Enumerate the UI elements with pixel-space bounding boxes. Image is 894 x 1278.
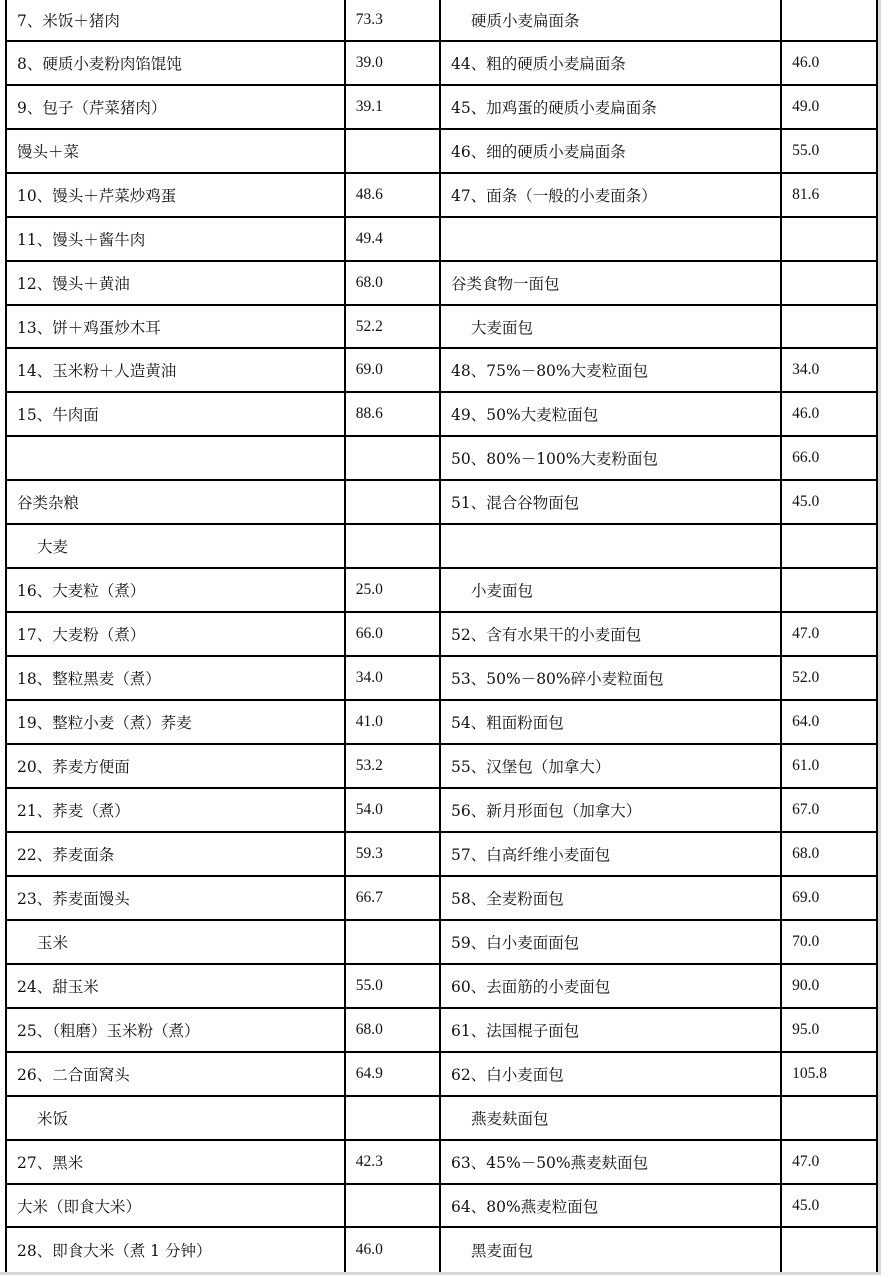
food-name-cell: 15、牛肉面	[6, 392, 345, 436]
gi-value-cell	[345, 436, 440, 480]
gi-value-cell: 90.0	[781, 964, 877, 1008]
gi-value-cell: 88.6	[345, 392, 440, 436]
gi-value-cell: 64.0	[781, 700, 877, 744]
table-row	[6, 436, 877, 480]
gi-value-cell: 66.0	[781, 436, 877, 480]
food-name-cell: 52、含有水果干的小麦面包	[440, 612, 781, 656]
gi-value-cell: 25.0	[345, 568, 440, 612]
gi-value-cell: 45.0	[781, 1184, 877, 1227]
gi-value-cell: 45.0	[781, 480, 877, 524]
food-name-cell: 12、馒头＋黄油	[6, 261, 345, 305]
gi-value-cell: 46.0	[781, 392, 877, 436]
gi-value-cell: 67.0	[781, 788, 877, 832]
food-name-cell: 26、二合面窝头	[6, 1052, 345, 1096]
gi-value-cell: 95.0	[781, 1008, 877, 1052]
food-name-cell: 16、大麦粒（煮）	[6, 568, 345, 612]
category-heading: 米饭	[6, 1096, 345, 1140]
food-name-cell: 27、黑米	[6, 1140, 345, 1184]
food-name-cell: 19、整粒小麦（煮）荞麦	[6, 700, 345, 744]
food-name-cell: 60、去面筋的小麦面包	[440, 964, 781, 1008]
table-row	[6, 261, 877, 305]
gi-value-cell	[345, 1184, 440, 1227]
gi-value-cell: 68.0	[781, 832, 877, 876]
table-row	[6, 524, 877, 568]
gi-value-cell: 53.2	[345, 744, 440, 788]
table-row	[6, 348, 877, 392]
gi-value-cell	[345, 1096, 440, 1140]
category-heading: 玉米	[6, 920, 345, 964]
gi-value-cell: 68.0	[345, 1008, 440, 1052]
gi-value-cell: 81.6	[781, 173, 877, 217]
food-name-cell: 56、新月形面包（加拿大）	[440, 788, 781, 832]
gi-value-cell	[781, 524, 877, 568]
gi-value-cell	[781, 217, 877, 261]
food-name-cell: 53、50%－80%碎小麦粒面包	[440, 656, 781, 700]
food-name-cell: 9、包子（芹菜猪肉）	[6, 85, 345, 129]
food-name-cell: 61、法国棍子面包	[440, 1008, 781, 1052]
food-name-cell: 25、（粗磨）玉米粉（煮）	[6, 1008, 345, 1052]
food-name-cell: 22、荞麦面条	[6, 832, 345, 876]
page-shadow-bottom	[0, 1272, 881, 1275]
gi-value-cell	[781, 568, 877, 612]
gi-value-cell	[345, 129, 440, 173]
food-name-cell: 28、即食大米（煮 1 分钟）	[6, 1227, 345, 1273]
gi-value-cell: 55.0	[781, 129, 877, 173]
table-row	[6, 700, 877, 744]
gi-value-cell: 73.3	[345, 0, 440, 41]
gi-value-cell: 48.6	[345, 173, 440, 217]
table-row	[6, 41, 877, 85]
category-heading: 馒头＋菜	[6, 129, 345, 173]
food-name-cell: 18、整粒黑麦（煮）	[6, 656, 345, 700]
table-row	[6, 920, 877, 964]
gi-value-cell: 66.7	[345, 876, 440, 920]
gi-value-cell: 61.0	[781, 744, 877, 788]
gi-value-cell	[781, 261, 877, 305]
food-name-cell: 7、米饭＋猪肉	[6, 0, 345, 41]
table-row	[6, 876, 877, 920]
food-name-cell: 62、白小麦面包	[440, 1052, 781, 1096]
category-heading: 大米（即食大米）	[6, 1184, 345, 1227]
gi-value-cell: 34.0	[345, 656, 440, 700]
food-name-cell: 57、白高纤维小麦面包	[440, 832, 781, 876]
gi-value-cell: 66.0	[345, 612, 440, 656]
food-name-cell: 21、荞麦（煮）	[6, 788, 345, 832]
gi-value-cell	[345, 524, 440, 568]
category-heading: 谷类食物一面包	[440, 261, 781, 305]
table-row	[6, 1184, 877, 1227]
gi-value-cell	[781, 1227, 877, 1273]
table-row	[6, 1096, 877, 1140]
table-row	[6, 1008, 877, 1052]
food-name-cell: 10、馒头＋芹菜炒鸡蛋	[6, 173, 345, 217]
gi-value-cell: 46.0	[345, 1227, 440, 1273]
category-heading: 大麦面包	[440, 305, 781, 348]
food-name-cell: 51、混合谷物面包	[440, 480, 781, 524]
food-name-cell: 8、硬质小麦粉肉馅馄饨	[6, 41, 345, 85]
category-heading: 谷类杂粮	[6, 480, 345, 524]
gi-value-cell: 49.4	[345, 217, 440, 261]
food-name-cell: 44、粗的硬质小麦扁面条	[440, 41, 781, 85]
food-name-cell: 23、荞麦面馒头	[6, 876, 345, 920]
table-row	[6, 1140, 877, 1184]
category-heading: 硬质小麦扁面条	[440, 0, 781, 41]
page-shadow-right	[878, 0, 881, 1272]
food-name-cell: 14、玉米粉＋人造黄油	[6, 348, 345, 392]
gi-table	[5, 0, 878, 1274]
category-heading: 大麦	[6, 524, 345, 568]
food-name-cell: 49、50%大麦粒面包	[440, 392, 781, 436]
food-name-cell: 58、全麦粉面包	[440, 876, 781, 920]
gi-value-cell: 59.3	[345, 832, 440, 876]
table-row	[6, 1227, 877, 1273]
table-row	[6, 568, 877, 612]
food-name-cell: 48、75%－80%大麦粒面包	[440, 348, 781, 392]
food-name-cell: 63、45%－50%燕麦麸面包	[440, 1140, 781, 1184]
gi-value-cell: 55.0	[345, 964, 440, 1008]
food-name-cell: 55、汉堡包（加拿大）	[440, 744, 781, 788]
gi-value-cell: 47.0	[781, 1140, 877, 1184]
table-row	[6, 392, 877, 436]
food-name-cell: 64、80%燕麦粒面包	[440, 1184, 781, 1227]
table-row	[6, 1052, 877, 1096]
food-name-cell: 54、粗面粉面包	[440, 700, 781, 744]
category-heading: 小麦面包	[440, 568, 781, 612]
gi-value-cell	[781, 305, 877, 348]
food-name-cell: 50、80%－100%大麦粉面包	[440, 436, 781, 480]
table-row	[6, 0, 877, 41]
food-name-cell: 13、饼＋鸡蛋炒木耳	[6, 305, 345, 348]
food-name-cell: 59、白小麦面面包	[440, 920, 781, 964]
gi-value-cell: 68.0	[345, 261, 440, 305]
table-row	[6, 85, 877, 129]
gi-value-cell: 69.0	[345, 348, 440, 392]
gi-value-cell	[345, 480, 440, 524]
gi-value-cell: 105.8	[781, 1052, 877, 1096]
food-name-cell: 11、馒头＋酱牛肉	[6, 217, 345, 261]
table-row	[6, 217, 877, 261]
gi-value-cell	[345, 920, 440, 964]
gi-value-cell	[781, 1096, 877, 1140]
food-name-cell	[6, 436, 345, 480]
table-row	[6, 788, 877, 832]
gi-value-cell: 39.0	[345, 41, 440, 85]
table-row	[6, 832, 877, 876]
gi-value-cell: 49.0	[781, 85, 877, 129]
gi-value-cell: 47.0	[781, 612, 877, 656]
food-name-cell: 24、甜玉米	[6, 964, 345, 1008]
gi-value-cell: 54.0	[345, 788, 440, 832]
food-name-cell: 45、加鸡蛋的硬质小麦扁面条	[440, 85, 781, 129]
food-name-cell: 46、细的硬质小麦扁面条	[440, 129, 781, 173]
gi-value-cell: 34.0	[781, 348, 877, 392]
food-name-cell	[440, 217, 781, 261]
table-row	[6, 744, 877, 788]
food-name-cell	[440, 524, 781, 568]
table-row	[6, 305, 877, 348]
table-row	[6, 173, 877, 217]
gi-value-cell: 52.0	[781, 656, 877, 700]
gi-value-cell: 52.2	[345, 305, 440, 348]
gi-value-cell	[781, 0, 877, 41]
gi-value-cell: 41.0	[345, 700, 440, 744]
gi-value-cell: 39.1	[345, 85, 440, 129]
category-heading: 燕麦麸面包	[440, 1096, 781, 1140]
gi-value-cell: 42.3	[345, 1140, 440, 1184]
gi-value-cell: 69.0	[781, 876, 877, 920]
gi-value-cell: 46.0	[781, 41, 877, 85]
table-row	[6, 480, 877, 524]
category-heading: 黑麦面包	[440, 1227, 781, 1273]
food-name-cell: 17、大麦粉（煮）	[6, 612, 345, 656]
gi-table-body	[6, 0, 877, 1273]
table-row	[6, 129, 877, 173]
food-name-cell: 20、荞麦方便面	[6, 744, 345, 788]
food-name-cell: 47、面条（一般的小麦面条）	[440, 173, 781, 217]
gi-value-cell: 70.0	[781, 920, 877, 964]
gi-value-cell: 64.9	[345, 1052, 440, 1096]
table-row	[6, 964, 877, 1008]
table-row	[6, 612, 877, 656]
table-row	[6, 656, 877, 700]
